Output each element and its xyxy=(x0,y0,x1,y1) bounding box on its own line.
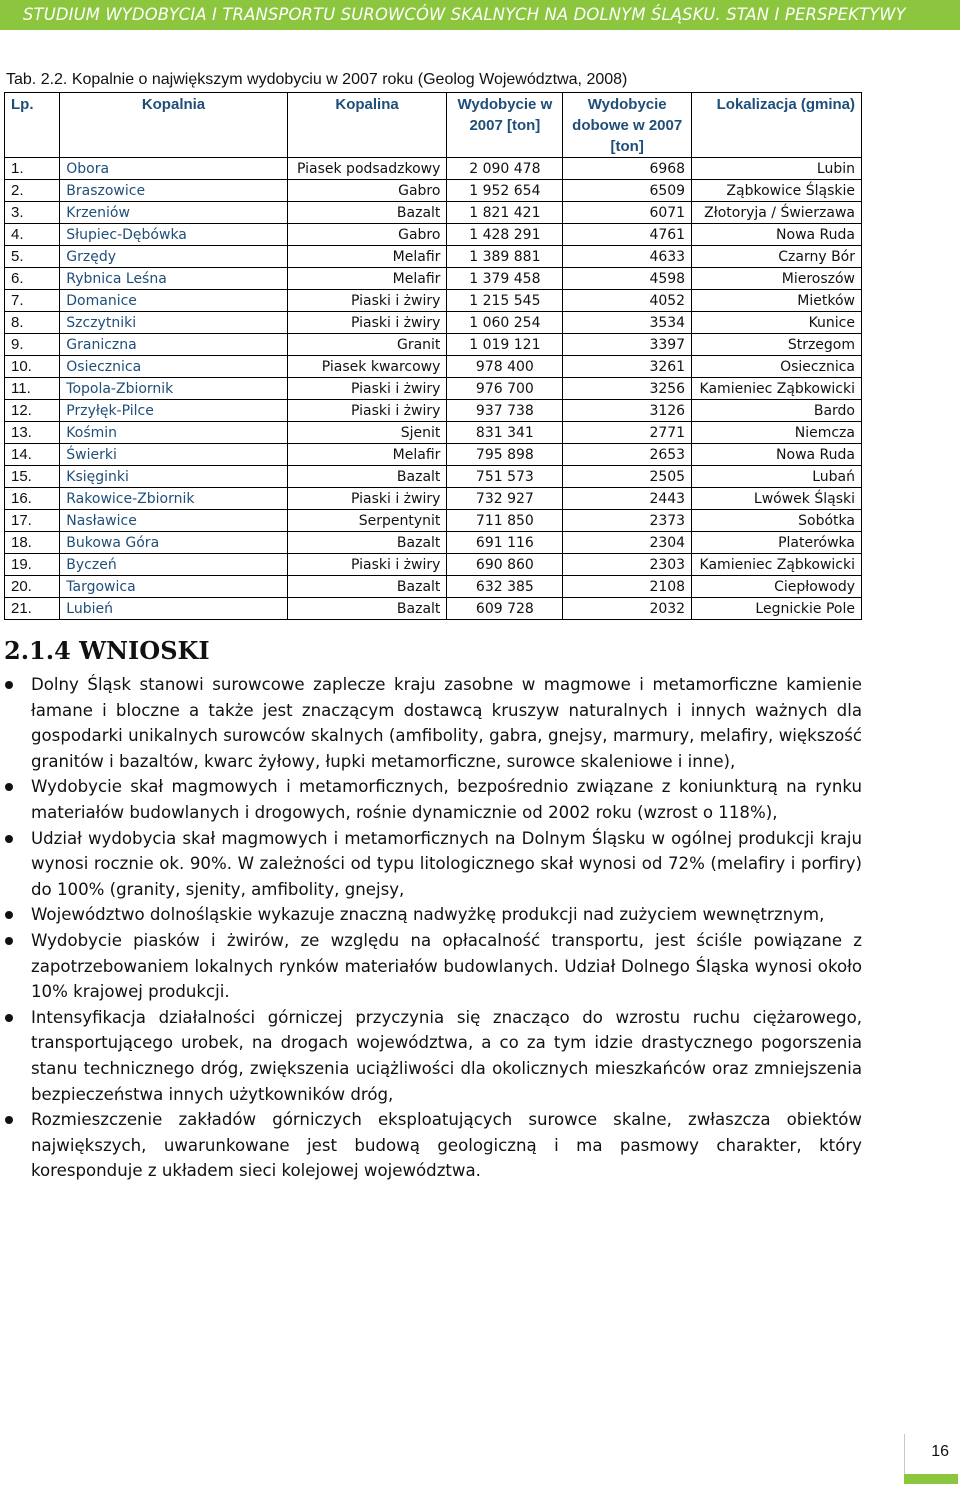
conclusion-item xyxy=(0,928,862,1005)
conclusion-text: Województwo dolnośląskie wykazuje znaczną nadwyżkę produkcji nad zużyciem wewnętrznym, xyxy=(31,905,825,925)
row-annual-output: 1 821 421 xyxy=(447,202,563,224)
row-lp: 9. xyxy=(5,334,60,356)
row-daily-output: 2303 xyxy=(563,554,692,576)
table-row xyxy=(5,576,862,598)
conclusion-item xyxy=(0,774,862,825)
row-location: Kamieniec Ząbkowicki xyxy=(692,378,862,400)
row-mineral: Gabro xyxy=(287,180,447,202)
row-annual-output: 1 952 654 xyxy=(447,180,563,202)
row-annual-output: 632 385 xyxy=(447,576,563,598)
row-mineral: Serpentynit xyxy=(287,510,447,532)
table-row xyxy=(5,466,862,488)
row-annual-output: 609 728 xyxy=(447,598,563,620)
row-location: Strzegom xyxy=(692,334,862,356)
conclusion-text: Rozmieszczenie zakładów górniczych eksploatujących surowce skalne, zwłaszcza obiektów największych, uwarunkowane jest budową geologiczną i ma pasmowy charakter, który koresponduje z układem sieci kolejowej województwa. xyxy=(31,1110,862,1181)
row-daily-output: 3126 xyxy=(563,400,692,422)
table-row xyxy=(5,400,862,422)
row-annual-output: 976 700 xyxy=(447,378,563,400)
conclusions-list xyxy=(0,672,862,1184)
bullet-icon xyxy=(5,783,13,791)
row-location: Ciepłowody xyxy=(692,576,862,598)
row-daily-output: 4761 xyxy=(563,224,692,246)
table-row xyxy=(5,268,862,290)
column-header-daily-output: Wydobycie dobowe w 2007 [ton] xyxy=(563,93,692,158)
row-mine-name: Grzędy xyxy=(60,246,287,268)
table-row xyxy=(5,180,862,202)
row-daily-output: 4052 xyxy=(563,290,692,312)
conclusion-text: Dolny Śląsk stanowi surowcowe zaplecze kraju zasobne w magmowe i metamorficzne kamienie łamane i bloczne a także jest znaczącym dostawcą kruszyw naturalnych i innych ważnych dla gospodarki unikalnych surowców skalnych (amfibolity, gabra, gnejsy, marmury, melafiry, większość granitów i bazaltów, kwarc żyłowy, łupki metamorficzne, surowce skaleniowe i inne), xyxy=(31,675,862,771)
row-annual-output: 1 389 881 xyxy=(447,246,563,268)
row-annual-output: 937 738 xyxy=(447,400,563,422)
row-lp: 18. xyxy=(5,532,60,554)
conclusion-item xyxy=(0,902,862,928)
row-daily-output: 3397 xyxy=(563,334,692,356)
conclusion-text: Udział wydobycia skał magmowych i metamorficznych na Dolnym Śląsku w ogólnej produkcji kraju wynosi rocznie ok. 90%. W zależności od typu litologicznego skał wynosi od 72% (melafiry i porfiry) do 100% (granity, sjenity, amfibolity, gnejsy, xyxy=(31,828,862,899)
row-annual-output: 690 860 xyxy=(447,554,563,576)
row-lp: 20. xyxy=(5,576,60,598)
row-mineral: Piasek kwarcowy xyxy=(287,356,447,378)
row-lp: 19. xyxy=(5,554,60,576)
table-row xyxy=(5,290,862,312)
conclusion-text: Wydobycie piasków i żwirów, ze względu na opłacalność transportu, jest ściśle powiązane z zapotrzebowaniem lokalnych rynków materiałów budowlanych. Udział Dolnego Śląska wynosi około 10% krajowej produkcji. xyxy=(31,930,862,1002)
row-mineral: Gabro xyxy=(287,224,447,246)
row-lp: 14. xyxy=(5,444,60,466)
table-caption: Tab. 2.2. Kopalnie o największym wydobyciu w 2007 roku (Geolog Województwa, 2008) xyxy=(6,71,628,88)
row-location: Sobótka xyxy=(692,510,862,532)
table-row xyxy=(5,312,862,334)
row-mine-name: Przyłęk-Pilce xyxy=(60,400,287,422)
row-daily-output: 2304 xyxy=(563,532,692,554)
conclusion-text: Intensyfikacja działalności górniczej przyczynia się znacząco do wzrostu ruchu ciężarowego, transportującego urobek, na drogach województwa, a co za tym idzie drastycznego pogorszenia stanu technicznego dróg, zwiększenia uciążliwości dla okolicznych mieszkańców oraz zmniejszenia bezpieczeństwa innych użytkowników dróg, xyxy=(31,1007,862,1104)
row-lp: 16. xyxy=(5,488,60,510)
table-row xyxy=(5,532,862,554)
table-row xyxy=(5,158,862,180)
row-annual-output: 2 090 478 xyxy=(447,158,563,180)
page-number-box xyxy=(904,1434,957,1474)
row-location: Złotoryja / Świerzawa xyxy=(692,202,862,224)
row-location: Czarny Bór xyxy=(692,246,862,268)
conclusion-item xyxy=(0,1107,862,1184)
row-location: Nowa Ruda xyxy=(692,224,862,246)
row-daily-output: 2373 xyxy=(563,510,692,532)
conclusion-item xyxy=(0,672,862,774)
column-header-location: Lokalizacja (gmina) xyxy=(692,93,862,158)
row-annual-output: 751 573 xyxy=(447,466,563,488)
row-mine-name: Świerki xyxy=(60,444,287,466)
running-header-title: STUDIUM WYDOBYCIA I TRANSPORTU SUROWCÓW SKALNYCH NA DOLNYM ŚLĄSKU. STAN I PERSPEKTYWY xyxy=(23,5,906,24)
row-location: Mietków xyxy=(692,290,862,312)
row-lp: 10. xyxy=(5,356,60,378)
table-row xyxy=(5,598,862,620)
row-mine-name: Szczytniki xyxy=(60,312,287,334)
row-location: Lwówek Śląski xyxy=(692,488,862,510)
row-location: Bardo xyxy=(692,400,862,422)
row-daily-output: 2505 xyxy=(563,466,692,488)
row-daily-output: 2108 xyxy=(563,576,692,598)
row-annual-output: 1 215 545 xyxy=(447,290,563,312)
row-location: Mieroszów xyxy=(692,268,862,290)
row-daily-output: 6509 xyxy=(563,180,692,202)
row-lp: 12. xyxy=(5,400,60,422)
row-annual-output: 1 379 458 xyxy=(447,268,563,290)
row-lp: 13. xyxy=(5,422,60,444)
row-mineral: Sjenit xyxy=(287,422,447,444)
row-lp: 5. xyxy=(5,246,60,268)
row-daily-output: 2771 xyxy=(563,422,692,444)
row-location: Lubań xyxy=(692,466,862,488)
row-lp: 17. xyxy=(5,510,60,532)
row-mine-name: Rybnica Leśna xyxy=(60,268,287,290)
row-lp: 2. xyxy=(5,180,60,202)
row-annual-output: 732 927 xyxy=(447,488,563,510)
row-mineral: Piaski i żwiry xyxy=(287,554,447,576)
row-mine-name: Rakowice-Zbiornik xyxy=(60,488,287,510)
row-mine-name: Osiecznica xyxy=(60,356,287,378)
row-location: Platerówka xyxy=(692,532,862,554)
row-annual-output: 1 019 121 xyxy=(447,334,563,356)
table-row xyxy=(5,554,862,576)
row-mine-name: Byczeń xyxy=(60,554,287,576)
table-row xyxy=(5,202,862,224)
conclusion-text: Wydobycie skał magmowych i metamorficznych, bezpośrednio związane z koniunkturą na rynku materiałów budowlanych i drogowych, rośnie dynamicznie od 2002 roku (wzrost o 118%), xyxy=(31,777,862,822)
page-number: 16 xyxy=(931,1443,949,1460)
table-row xyxy=(5,488,862,510)
row-annual-output: 691 116 xyxy=(447,532,563,554)
row-location: Kamieniec Ząbkowicki xyxy=(692,554,862,576)
table-row xyxy=(5,378,862,400)
table-row xyxy=(5,444,862,466)
row-mine-name: Lubień xyxy=(60,598,287,620)
row-lp: 6. xyxy=(5,268,60,290)
row-mineral: Piasek podsadzkowy xyxy=(287,158,447,180)
row-mine-name: Targowica xyxy=(60,576,287,598)
row-daily-output: 6968 xyxy=(563,158,692,180)
row-lp: 7. xyxy=(5,290,60,312)
row-lp: 4. xyxy=(5,224,60,246)
row-mineral: Bazalt xyxy=(287,466,447,488)
row-location: Osiecznica xyxy=(692,356,862,378)
row-daily-output: 6071 xyxy=(563,202,692,224)
row-daily-output: 4633 xyxy=(563,246,692,268)
table-row xyxy=(5,246,862,268)
bullet-icon xyxy=(5,1116,13,1124)
row-mineral: Bazalt xyxy=(287,576,447,598)
row-mine-name: Krzeniów xyxy=(60,202,287,224)
row-mineral: Piaski i żwiry xyxy=(287,400,447,422)
row-mineral: Piaski i żwiry xyxy=(287,488,447,510)
row-lp: 3. xyxy=(5,202,60,224)
table-row xyxy=(5,510,862,532)
row-lp: 8. xyxy=(5,312,60,334)
table-header-row xyxy=(5,93,862,158)
row-lp: 15. xyxy=(5,466,60,488)
bullet-icon xyxy=(5,937,13,945)
bullet-icon xyxy=(5,681,13,689)
page-number-accent-bar xyxy=(904,1474,958,1484)
row-daily-output: 4598 xyxy=(563,268,692,290)
row-mine-name: Domanice xyxy=(60,290,287,312)
row-mine-name: Księginki xyxy=(60,466,287,488)
row-location: Lubin xyxy=(692,158,862,180)
row-annual-output: 711 850 xyxy=(447,510,563,532)
row-annual-output: 1 428 291 xyxy=(447,224,563,246)
row-location: Legnickie Pole xyxy=(692,598,862,620)
row-mineral: Piaski i żwiry xyxy=(287,378,447,400)
section-title: 2.1.4 WNIOSKI xyxy=(4,636,210,665)
row-annual-output: 1 060 254 xyxy=(447,312,563,334)
row-mineral: Bazalt xyxy=(287,202,447,224)
table-row xyxy=(5,356,862,378)
row-location: Kunice xyxy=(692,312,862,334)
bullet-icon xyxy=(5,911,13,919)
row-mineral: Bazalt xyxy=(287,532,447,554)
row-mine-name: Graniczna xyxy=(60,334,287,356)
conclusion-item xyxy=(0,826,862,903)
table-row xyxy=(5,422,862,444)
bullet-icon xyxy=(5,1014,13,1022)
row-daily-output: 3256 xyxy=(563,378,692,400)
running-header xyxy=(0,0,960,30)
row-mineral: Bazalt xyxy=(287,598,447,620)
row-mine-name: Bukowa Góra xyxy=(60,532,287,554)
row-lp: 11. xyxy=(5,378,60,400)
row-daily-output: 3261 xyxy=(563,356,692,378)
row-daily-output: 2443 xyxy=(563,488,692,510)
row-mine-name: Nasławice xyxy=(60,510,287,532)
conclusion-item xyxy=(0,1005,862,1107)
row-daily-output: 2032 xyxy=(563,598,692,620)
mines-table-body xyxy=(5,158,862,620)
mines-table xyxy=(4,92,862,620)
row-mine-name: Kośmin xyxy=(60,422,287,444)
row-mine-name: Słupiec-Dębówka xyxy=(60,224,287,246)
row-mineral: Granit xyxy=(287,334,447,356)
row-location: Nowa Ruda xyxy=(692,444,862,466)
row-mineral: Melafir xyxy=(287,444,447,466)
row-mine-name: Topola-Zbiornik xyxy=(60,378,287,400)
row-mineral: Melafir xyxy=(287,268,447,290)
row-mineral: Melafir xyxy=(287,246,447,268)
row-location: Ząbkowice Śląskie xyxy=(692,180,862,202)
table-row xyxy=(5,224,862,246)
bullet-icon xyxy=(5,835,13,843)
row-lp: 21. xyxy=(5,598,60,620)
row-daily-output: 2653 xyxy=(563,444,692,466)
row-mine-name: Braszowice xyxy=(60,180,287,202)
column-header-output: Wydobycie w 2007 [ton] xyxy=(447,93,563,158)
row-annual-output: 831 341 xyxy=(447,422,563,444)
column-header-mine: Kopalnia xyxy=(60,93,287,158)
row-annual-output: 978 400 xyxy=(447,356,563,378)
row-mineral: Piaski i żwiry xyxy=(287,290,447,312)
row-mine-name: Obora xyxy=(60,158,287,180)
row-annual-output: 795 898 xyxy=(447,444,563,466)
column-header-lp: Lp. xyxy=(5,93,60,158)
row-location: Niemcza xyxy=(692,422,862,444)
row-daily-output: 3534 xyxy=(563,312,692,334)
row-mineral: Piaski i żwiry xyxy=(287,312,447,334)
row-lp: 1. xyxy=(5,158,60,180)
table-row xyxy=(5,334,862,356)
column-header-mineral: Kopalina xyxy=(287,93,447,158)
